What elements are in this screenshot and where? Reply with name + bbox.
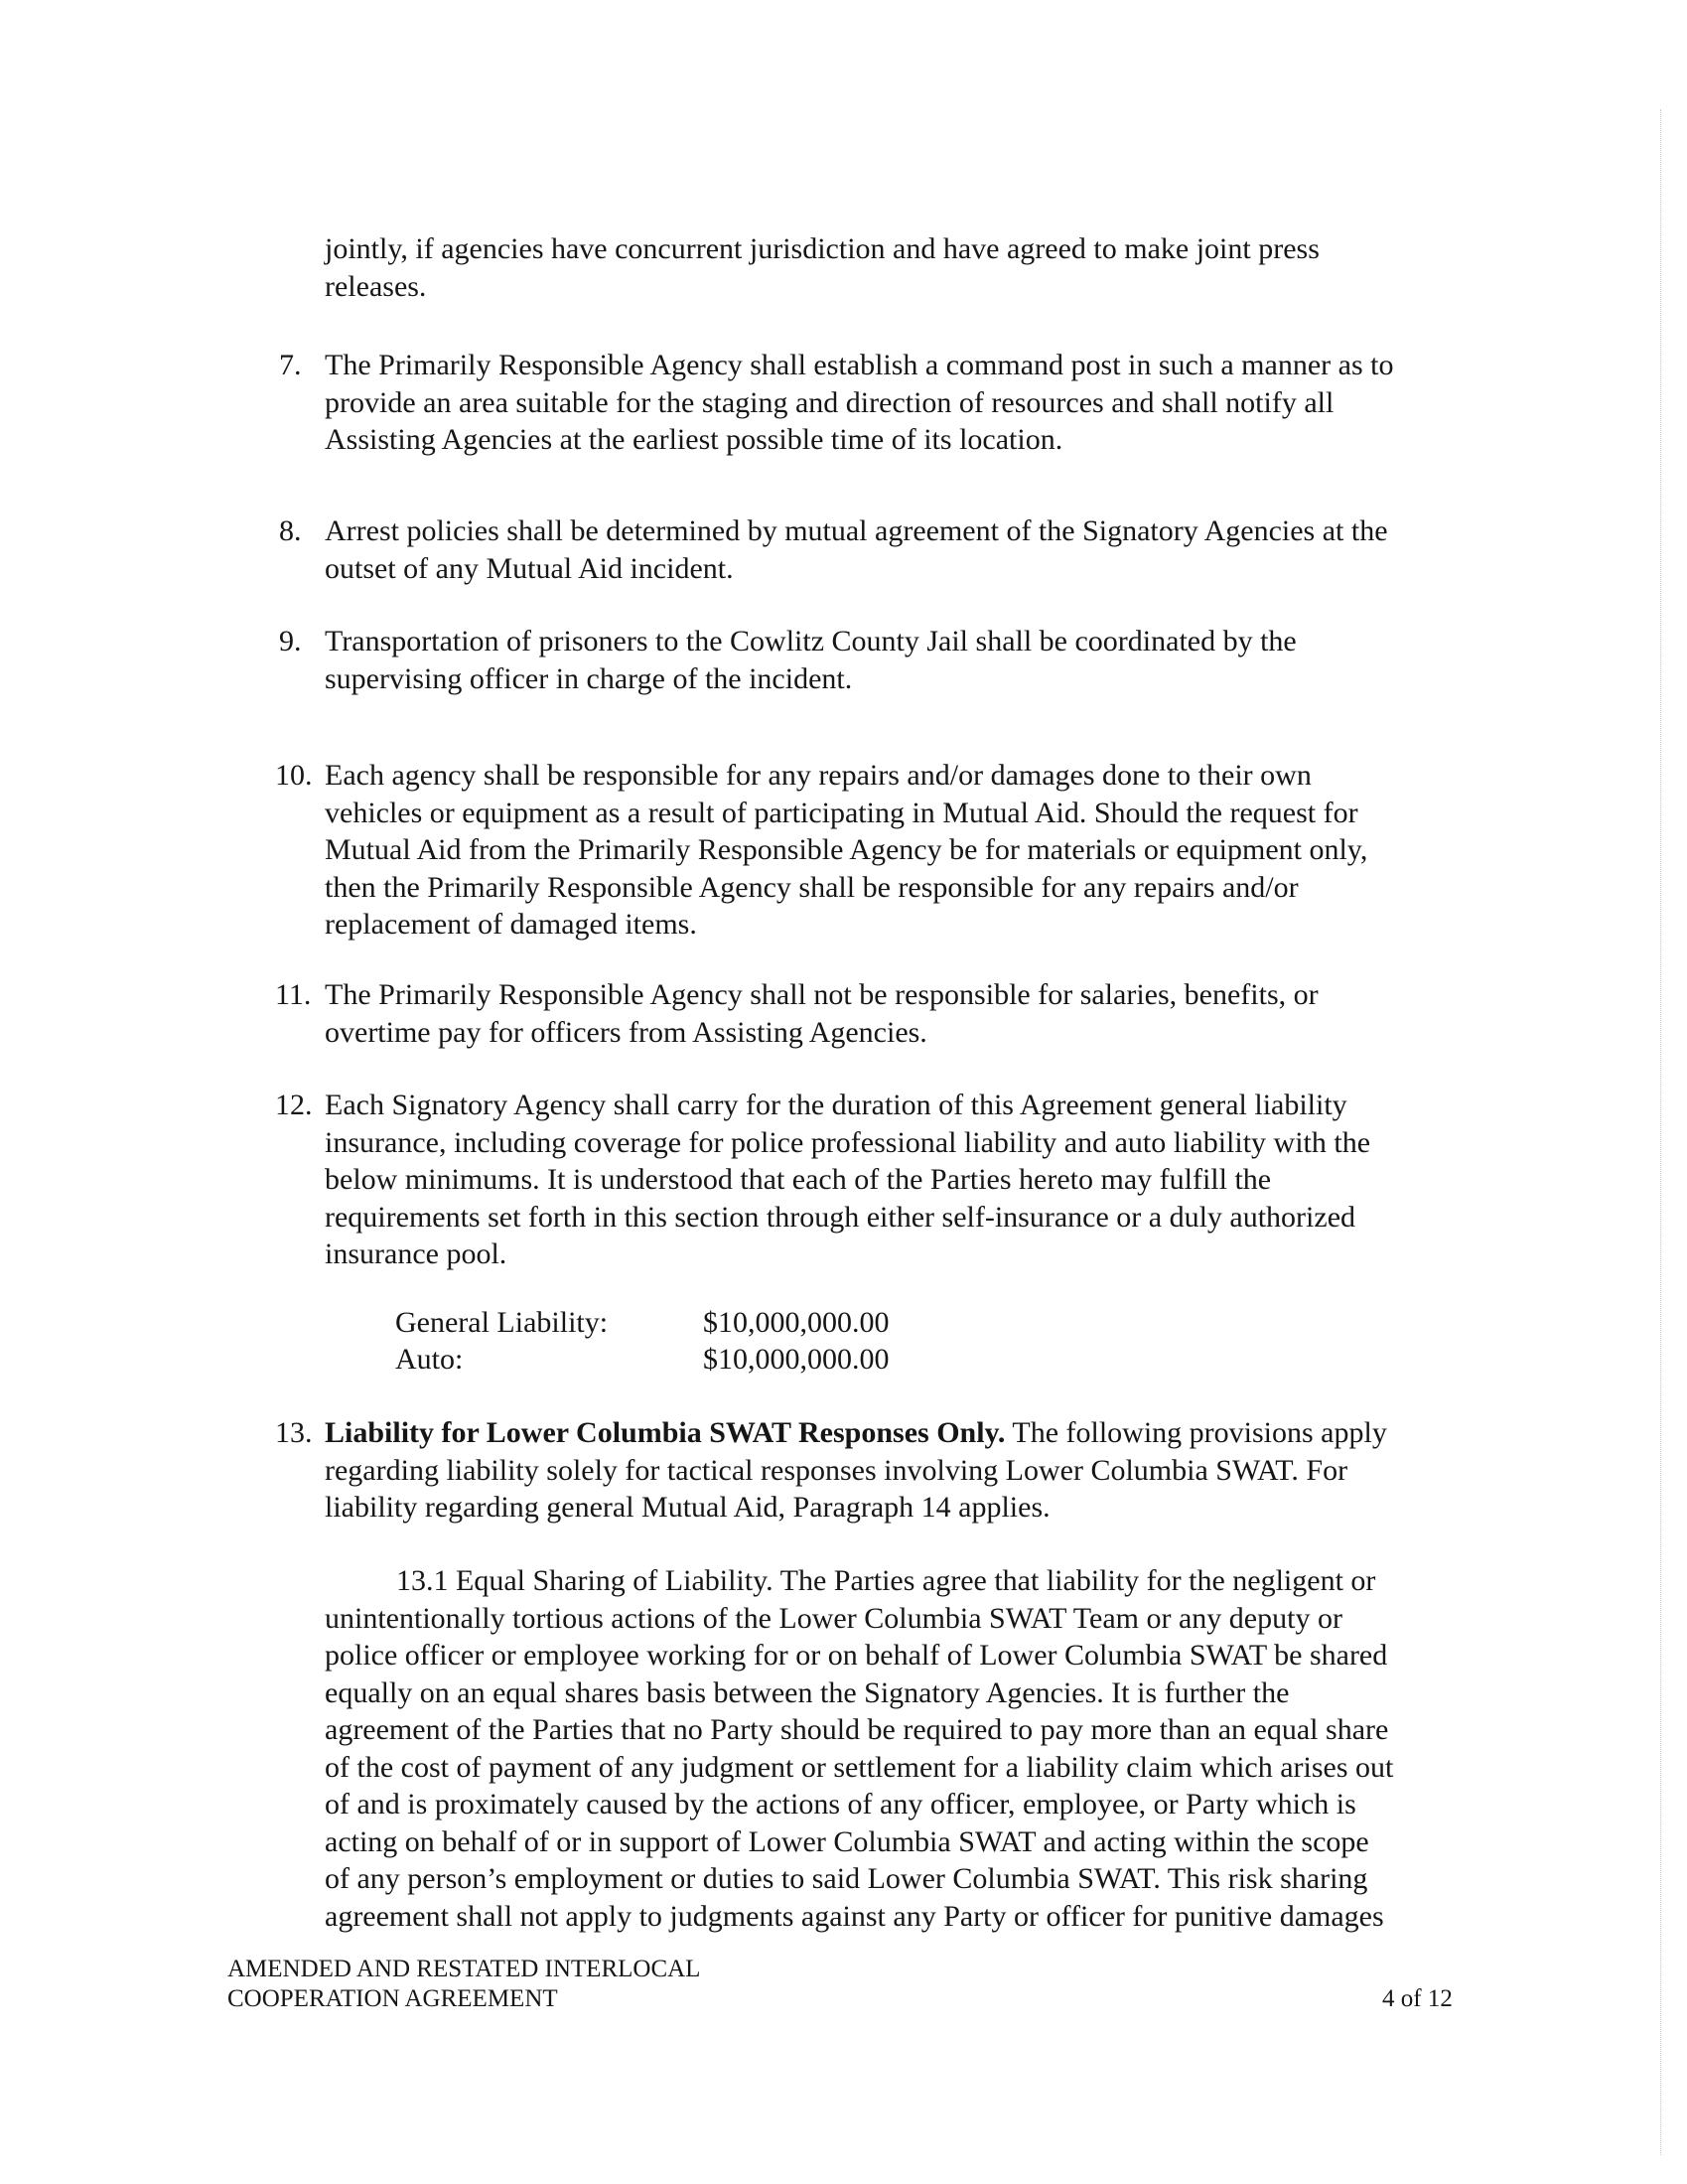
item-10-line-1: Each agency shall be responsible for any repairs and/or damages done to their own [325, 759, 1312, 792]
item-13-line-1 [325, 1414, 1387, 1452]
footer-title-line-2: COOPERATION AGREEMENT [227, 1985, 558, 2012]
item-10-number: 10. [275, 759, 313, 792]
item-8-line-2: outset of any Mutual Aid incident. [325, 551, 734, 585]
subsection-13-1-line-2: unintentionally tortious actions of the Lower Columbia SWAT Team or any deputy or [325, 1601, 1342, 1635]
item-7-line-2: provide an area suitable for the staging and direction of resources and shall notify all [325, 385, 1335, 419]
item-12-line-1: Each Signatory Agency shall carry for the duration of this Agreement general liability [325, 1089, 1347, 1121]
item-11-number: 11. [275, 978, 312, 1011]
item-11-line-1: The Primarily Responsible Agency shall not be responsible for salaries, benefits, or [325, 978, 1319, 1011]
insurance-label-auto: Auto: [395, 1343, 464, 1376]
item-12-number: 12. [275, 1089, 313, 1121]
insurance-label-general: General Liability: [395, 1306, 609, 1339]
item-13-line-1-rest: The following provisions apply [1005, 1416, 1387, 1449]
item-13-heading: Liability for Lower Columbia SWAT Responses Only. [325, 1416, 1006, 1449]
subsection-13-1-line-10: agreement shall not apply to judgments against any Party or officer for punitive damages [325, 1899, 1384, 1933]
item-13-text [325, 1414, 1387, 1527]
item-8-number: 8. [279, 514, 302, 547]
item-13-number: 13. [275, 1416, 313, 1449]
footer-document-title [227, 1955, 700, 2014]
item-10-line-4: then the Primarily Responsible Agency shall be responsible for any repairs and/or [325, 870, 1299, 904]
item-13-line-3: liability regarding general Mutual Aid, Paragraph 14 applies. [325, 1491, 1051, 1524]
item-12-line-2: insurance, including coverage for police professional liability and auto liability with the [325, 1125, 1371, 1159]
insurance-value-auto: $10,000,000.00 [703, 1343, 890, 1376]
item-12-line-3: below minimums. It is understood that each of the Parties hereto may fulfill the [325, 1163, 1272, 1196]
item-10-text [325, 757, 1367, 944]
item-11-text [325, 976, 1319, 1051]
subsection-13-1-line-1: 13.1 Equal Sharing of Liability. The Parties agree that liability for the negligent or [396, 1564, 1376, 1597]
subsection-13-1-line-6: of the cost of payment of any judgment or settlement for a liability claim which arises out [325, 1750, 1394, 1784]
subsection-13-1-line-4: equally on an equal shares basis between the Signatory Agencies. It is further the [325, 1675, 1290, 1709]
item-10-line-5: replacement of damaged items. [325, 908, 697, 941]
item-7-text [325, 347, 1393, 459]
subsection-13-1-line-9: of any person’s employment or duties to said Lower Columbia SWAT. This risk sharing [325, 1862, 1368, 1895]
continuation-line-1: jointly, if agencies have concurrent jurisdiction and have agreed to make joint press [325, 232, 1320, 265]
item-9-line-2: supervising officer in charge of the incident. [325, 661, 853, 695]
subsection-13-1-line-3: police officer or employee working for or on behalf of Lower Columbia SWAT be shared [325, 1639, 1388, 1672]
item-9-number: 9. [279, 625, 302, 657]
item-12-line-5: insurance pool. [325, 1238, 507, 1270]
item-8-line-1: Arrest policies shall be determined by mutual agreement of the Signatory Agencies at the [325, 514, 1388, 547]
insurance-value-general: $10,000,000.00 [703, 1306, 890, 1339]
item-9-line-1: Transportation of prisoners to the Cowlitz County Jail shall be coordinated by the [325, 625, 1297, 657]
item-7-line-1: The Primarily Responsible Agency shall establish a command post in such a manner as to [325, 349, 1394, 381]
scan-edge-mark [1660, 109, 1661, 2155]
item-9-text [325, 623, 1297, 697]
footer-page-number: 4 of 12 [1382, 1985, 1453, 2012]
subsection-13-1 [325, 1562, 1393, 1935]
subsection-13-1-line-7: of and is proximately caused by the actions of any officer, employee, or Party which is [325, 1788, 1356, 1820]
item-8-text [325, 512, 1388, 587]
continuation-line-2: releases. [325, 269, 427, 303]
continuation-paragraph [325, 230, 1320, 305]
subsection-13-1-line-8: acting on behalf of or in support of Lower Columbia SWAT and acting within the scope [325, 1824, 1369, 1858]
item-7-line-3: Assisting Agencies at the earliest possible time of its location. [325, 423, 1063, 456]
footer-title-line-1: AMENDED AND RESTATED INTERLOCAL [227, 1956, 701, 1982]
item-13-line-2: regarding liability solely for tactical responses involving Lower Columbia SWAT. For [325, 1453, 1348, 1487]
item-10-line-2: vehicles or equipment as a result of participating in Mutual Aid. Should the request for [325, 796, 1358, 829]
item-12-text [325, 1087, 1370, 1273]
item-10-line-3: Mutual Aid from the Primarily Responsible Agency be for materials or equipment only, [325, 833, 1368, 866]
item-7-number: 7. [279, 349, 302, 381]
subsection-13-1-line-5: agreement of the Parties that no Party should be required to pay more than an equal share [325, 1713, 1389, 1746]
item-12-line-4: requirements set forth in this section through either self-insurance or a duly authorized [325, 1200, 1356, 1234]
item-11-line-2: overtime pay for officers from Assisting Agencies. [325, 1015, 927, 1049]
